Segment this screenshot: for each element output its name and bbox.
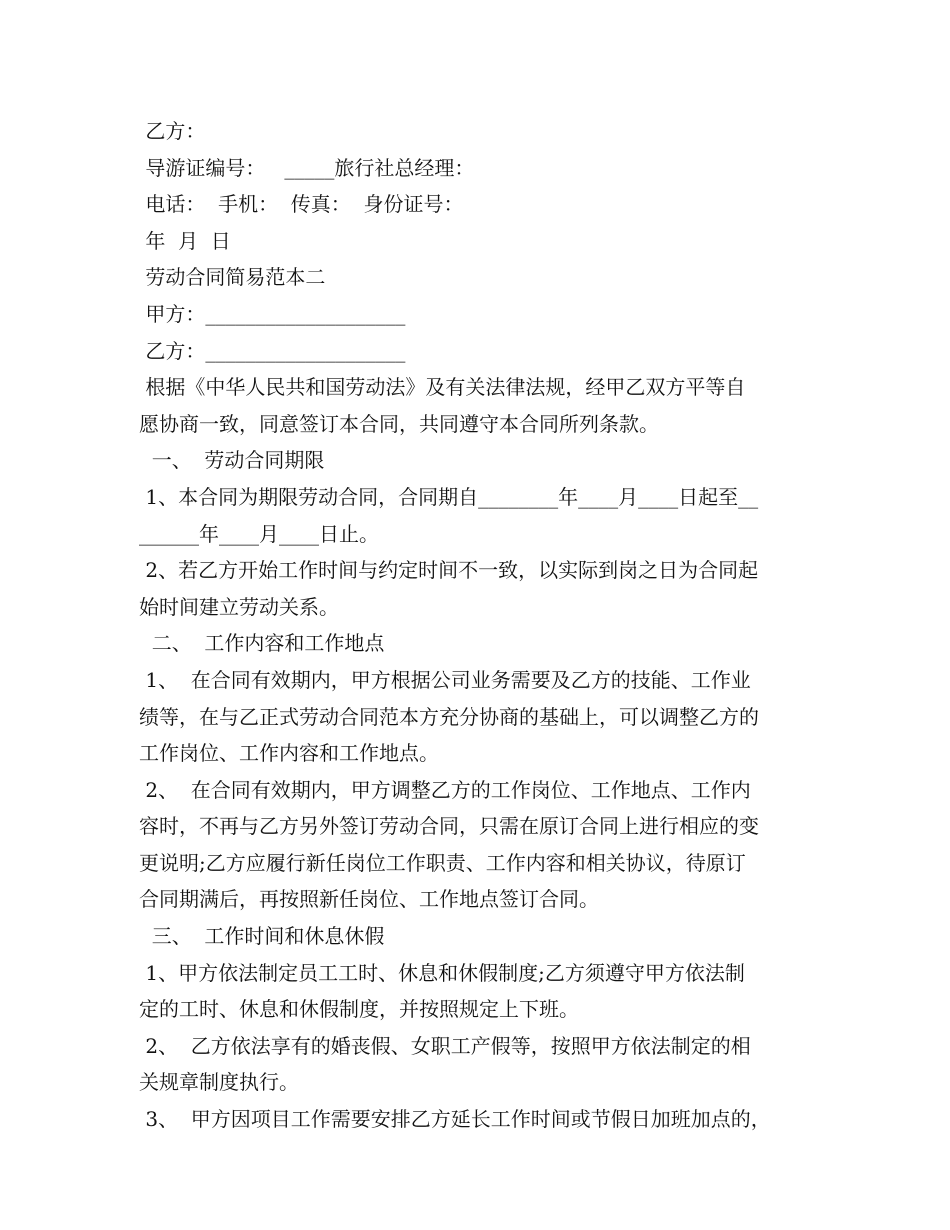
clause-3-1-line-1: 1、甲方依法制定员工工时、休息和休假制度;乙方须遵守甲方依法制 bbox=[139, 960, 745, 985]
contact-line: 电话： 手机： 传真： 身份证号： bbox=[139, 192, 464, 217]
clause-1-2-line-1: 2、若乙方开始工作时间与约定时间不一致，以实际到岗之日为合同起 bbox=[139, 558, 759, 583]
clause-1-1-line-2: ______年____月____日止。 bbox=[139, 521, 379, 546]
clause-2-2-line-2: 容时，不再与乙方另外签订劳动合同，只需在原订合同上进行相应的变 bbox=[139, 814, 759, 839]
clause-2-1-line-1: 1、 在合同有效期内，甲方根据公司业务需要及乙方的技能、工作业 bbox=[139, 667, 751, 692]
clause-3-2-line-2: 关规章制度执行。 bbox=[139, 1070, 299, 1095]
document-body bbox=[139, 113, 819, 1138]
clause-3-2-line-1: 2、 乙方依法享有的婚丧假、女职工产假等，按照甲方依法制定的相 bbox=[139, 1033, 751, 1058]
party-b-line: 乙方： bbox=[139, 119, 206, 143]
clause-2-2-line-3: 更说明;乙方应履行新任岗位工作职责、工作内容和相关协议，待原订 bbox=[139, 850, 746, 875]
heading-work-time: 三、 工作时间和休息休假 bbox=[139, 924, 385, 949]
clause-1-2-line-2: 始时间建立劳动关系。 bbox=[139, 594, 339, 619]
clause-1-1-line-1: 1、本合同为期限劳动合同，合同期自________年____月____日起至__ bbox=[139, 484, 759, 509]
heading-work-content: 二、 工作内容和工作地点 bbox=[139, 631, 385, 656]
clause-3-3-line-1: 3、 甲方因项目工作需要安排乙方延长工作时间或节假日加班加点的， bbox=[139, 1107, 771, 1132]
clause-2-1-line-2: 绩等，在与乙正式劳动合同范本方充分协商的基础上，可以调整乙方的 bbox=[139, 704, 759, 729]
party-b-field: 乙方：____________________ bbox=[139, 338, 406, 363]
clause-2-1-line-3: 工作岗位、工作内容和工作地点。 bbox=[139, 741, 439, 766]
section-title: 劳动合同简易范本二 bbox=[139, 265, 326, 290]
guide-license-line: 导游证编号： _____旅行社总经理： bbox=[139, 155, 475, 180]
preamble-line-2: 愿协商一致，同意签订本合同，共同遵守本合同所列条款。 bbox=[139, 411, 659, 436]
heading-contract-term: 一、 劳动合同期限 bbox=[139, 448, 325, 473]
preamble-line-1: 根据《中华人民共和国劳动法》及有关法律法规，经甲乙双方平等自 bbox=[139, 375, 746, 400]
party-a-field: 甲方：____________________ bbox=[139, 301, 406, 326]
date-line: 年 月 日 bbox=[139, 228, 231, 253]
clause-2-2-line-1: 2、 在合同有效期内，甲方调整乙方的工作岗位、工作地点、工作内 bbox=[139, 777, 751, 802]
clause-3-1-line-2: 定的工时、休息和休假制度，并按照规定上下班。 bbox=[139, 997, 579, 1022]
clause-2-2-line-4: 合同期满后，再按照新任岗位、工作地点签订合同。 bbox=[139, 887, 599, 912]
